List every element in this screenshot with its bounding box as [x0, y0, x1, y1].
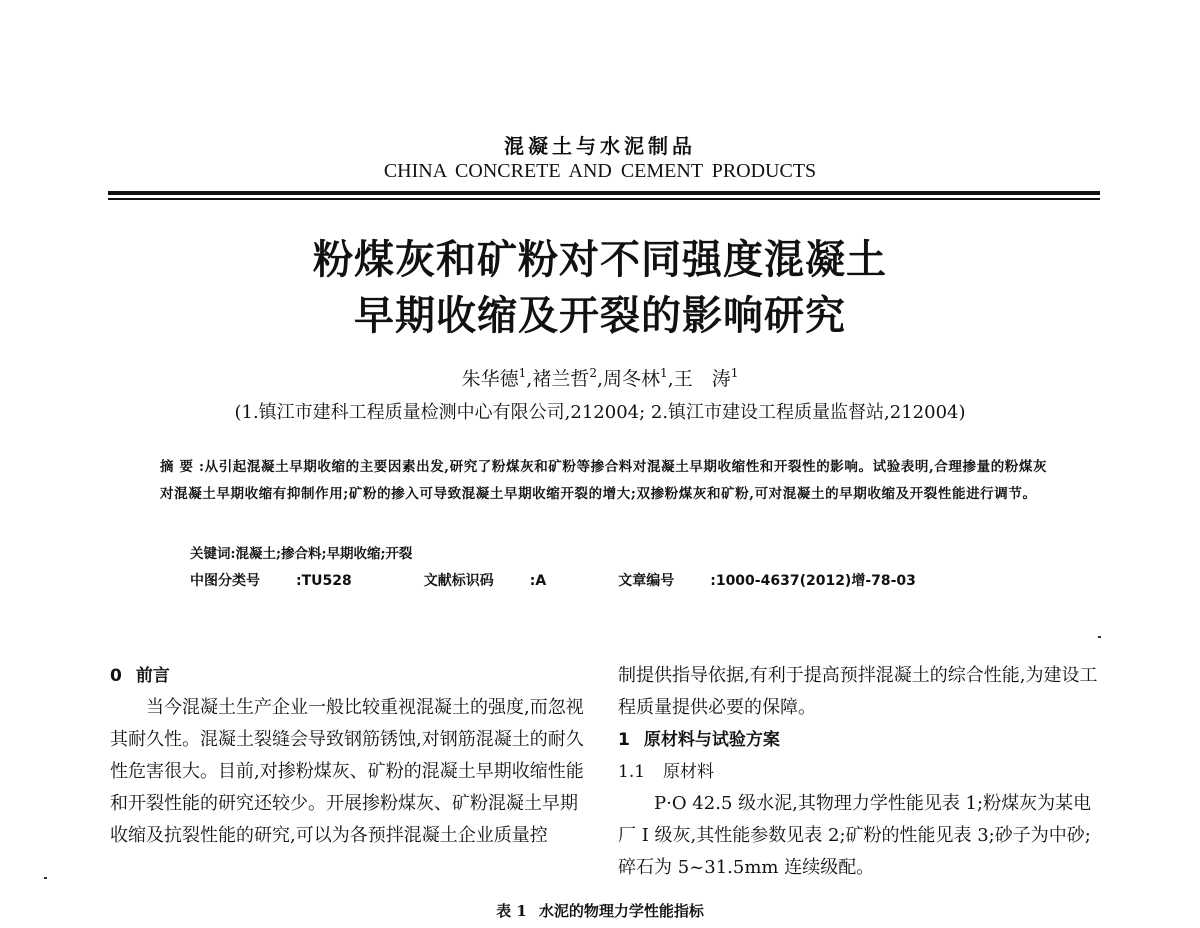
header-rule-thin: [108, 198, 1100, 200]
author-name: 朱华德: [461, 368, 519, 390]
author-name: 周冬林: [603, 368, 661, 390]
article-no-value: 1000-4637(2012)增-78-03: [715, 573, 916, 589]
section-title: 原材料与试验方案: [643, 730, 780, 750]
journal-name-en: CHINA CONCRETE AND CEMENT PRODUCTS: [383, 160, 817, 182]
classification-line: [190, 570, 988, 590]
intro-paragraph: 当今混凝土生产企业一般比较重视混凝土的强度,而忽视其耐久性。混凝土裂缝会导致钢筋锈蚀,对钢筋混凝土的耐久性危害很大。目前,对掺粉煤灰、矿粉的混凝土早期收缩性能和开裂性能的研究还较少。开展掺粉煤灰、矿粉混凝土早期收缩及抗裂性能的研究,可以为各预拌混凝土企业质量控: [110, 697, 584, 846]
abstract-text: 从引起混凝土早期收缩的主要因素出发,研究了粉煤灰和矿粉等掺合料对混凝土早期收缩性和开裂性的影响。试验表明,合理掺量的粉煤灰对混凝土早期收缩有抑制作用;矿粉的掺入可导致混凝土早期收缩开裂的增大;双掺粉煤灰和矿粉,可对混凝土的早期收缩及开裂性能进行调节。: [160, 459, 1048, 502]
body-column-right: [618, 660, 1098, 884]
table-title: 水泥的物理力学性能指标: [538, 902, 704, 920]
affiliations: (1.镇江市建科工程质量检测中心有限公司,212004; 2.镇江市建设工程质量监督站,212004): [234, 402, 966, 423]
doc-code-label: 文献标识码: [423, 573, 494, 589]
author-affiliation-mark: 1: [660, 366, 668, 380]
paper-title-line-2: 早期收缩及开裂的影响研究: [354, 293, 846, 339]
journal-name-cn: 混凝土与水泥制品: [504, 134, 696, 158]
author-name: 褚兰哲: [532, 368, 590, 390]
body-column-left: [110, 660, 590, 852]
subsection-title: 原材料: [663, 762, 715, 782]
section-number: 0: [110, 666, 122, 686]
author-name: 王 涛: [673, 368, 731, 390]
doc-code-value: A: [535, 573, 547, 589]
abstract-block: 摘要:从引起混凝土早期收缩的主要因素出发,研究了粉煤灰和矿粉等掺合料对混凝土早期收缩性和开裂性的影响。试验表明,合理掺量的粉煤灰对混凝土早期收缩有抑制作用;矿粉的掺入可导致混凝土早期收缩开裂的增大;双掺粉煤灰和矿粉,可对混凝土的早期收缩及开裂性能进行调节。: [160, 459, 1048, 502]
author-list: 朱华德$^1$,褚兰哲$^2$,周冬林$^1$,王 涛$^1$: [461, 366, 739, 390]
keywords-label: 关键词: [190, 546, 231, 562]
table-number: 表 1: [496, 902, 527, 920]
clc-label: 中图分类号: [190, 573, 260, 589]
author-affiliation-mark: 1: [518, 366, 527, 380]
keywords-text: 混凝土;掺合料;早期收缩;开裂: [235, 546, 413, 562]
section-heading-1: [618, 724, 1098, 756]
subsection-heading-1-1: [618, 756, 1098, 788]
scan-speck: [1098, 636, 1101, 638]
section-title: 前言: [135, 666, 170, 686]
section-heading-0: [110, 660, 590, 692]
table-caption: [0, 900, 1200, 921]
keywords-line: 关键词:混凝土;掺合料;早期收缩;开裂: [190, 546, 413, 562]
clc-value: TU528: [301, 573, 352, 589]
paper-title-line-1: 粉煤灰和矿粉对不同强度混凝土: [313, 237, 887, 283]
author-affiliation-mark: 2: [589, 366, 597, 380]
materials-paragraph: P·O 42.5 级水泥,其物理力学性能见表 1;粉煤灰为某电厂 Ⅰ 级灰,其性能参数见表 2;矿粉的性能见表 3;砂子为中砂;碎石为 5~31.5mm 连续级配。: [618, 793, 1092, 878]
header-rule-thick: [108, 191, 1100, 195]
clc-field: 中图分类号 :TU528: [190, 573, 352, 589]
subsection-number: 1.1: [618, 762, 646, 782]
article-no-label: 文章编号: [618, 573, 675, 589]
scan-speck: [44, 877, 47, 879]
section-number: 1: [618, 730, 630, 750]
intro-paragraph-continued: 制提供指导依据,有利于提高预拌混凝土的综合性能,为建设工程质量提供必要的保障。: [618, 665, 1098, 718]
author-affiliation-mark: 1: [730, 366, 739, 380]
article-no-field: 文章编号 :1000-4637(2012)增-78-03: [618, 573, 916, 589]
abstract-label: 摘要: [160, 459, 199, 475]
doc-code-field: 文献标识码 :A: [423, 573, 547, 589]
